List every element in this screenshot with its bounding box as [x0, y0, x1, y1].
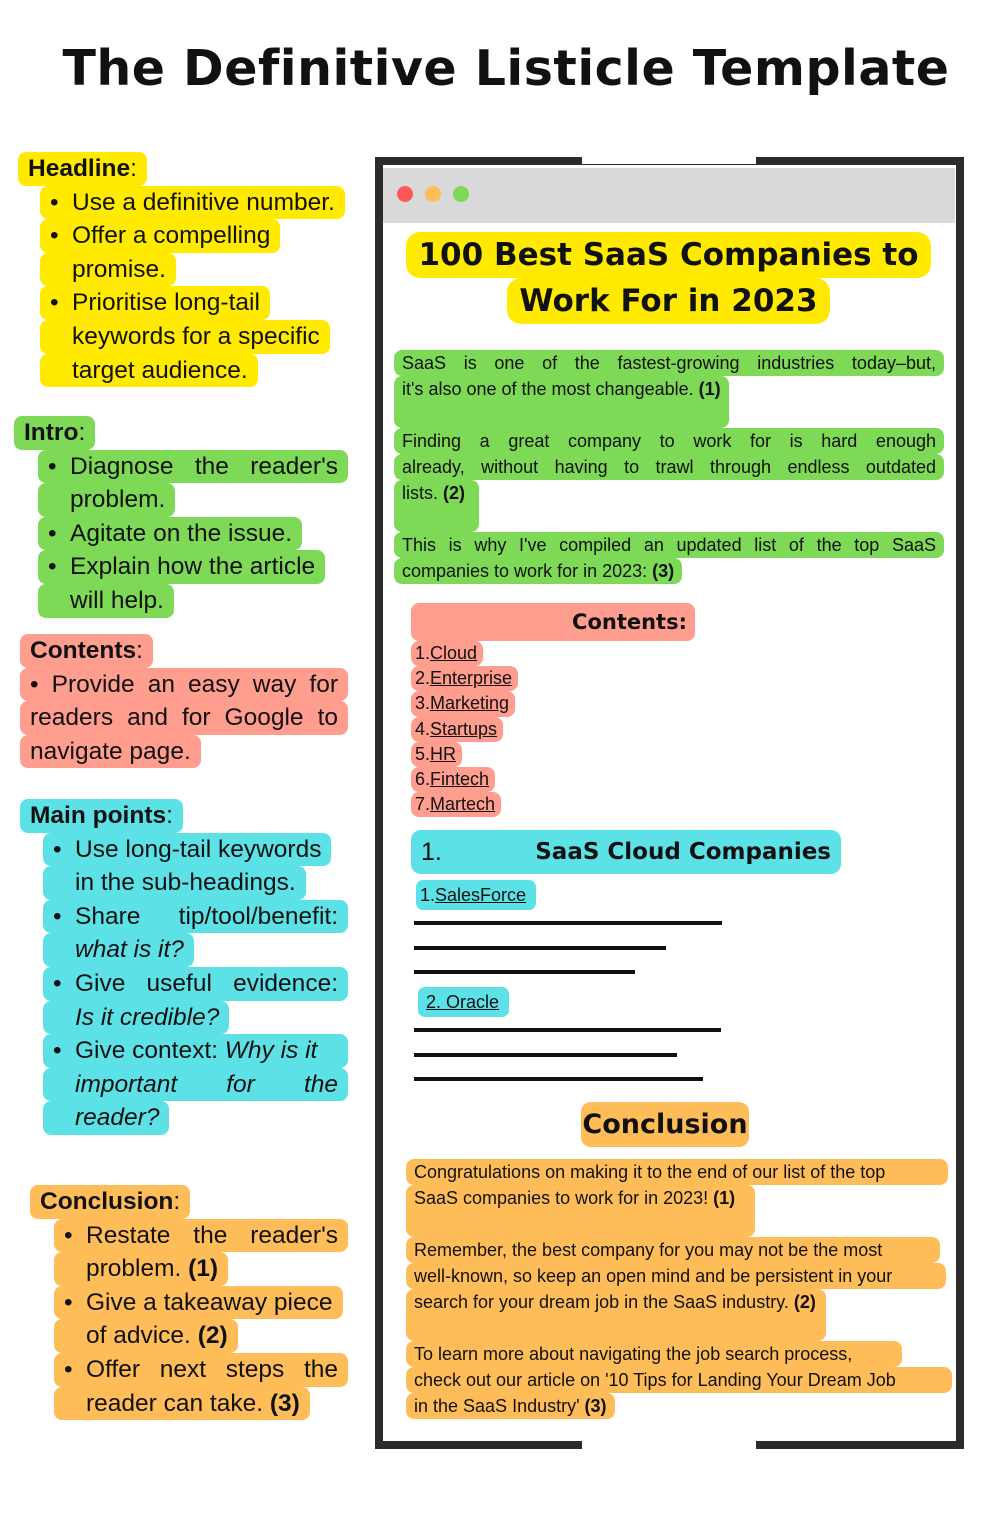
guide-line: problem. (1) — [54, 1252, 228, 1286]
conclusion-heading: Conclusion — [581, 1102, 749, 1147]
contents-label: Contents: — [20, 634, 153, 668]
conclusion-line: Remember, the best company for you may not be the most — [406, 1237, 940, 1263]
intro-line: it's also one of the most changeable. (1) — [394, 376, 729, 428]
article-intro — [394, 350, 944, 584]
guide-line: • Give a takeaway piece — [54, 1286, 343, 1320]
frame-gap — [582, 1438, 756, 1452]
guide-line: • Provide an easy way for — [20, 668, 348, 702]
guide-line: reader? — [43, 1101, 169, 1135]
toc-item[interactable]: 2.Enterprise — [411, 666, 518, 691]
guide-line: of advice. (2) — [54, 1319, 238, 1353]
guide-line: • Prioritise long-tail — [40, 286, 270, 320]
intro-line: SaaS is one of the fastest-growing industries today–but, — [394, 350, 944, 376]
guide-line: • Diagnose the reader's — [38, 450, 348, 484]
conclusion-line: in the SaaS Industry' (3) — [406, 1393, 615, 1419]
guide-line: • Share tip/tool/benefit: — [43, 900, 348, 934]
toc-item[interactable]: 5.HR — [411, 742, 462, 767]
placeholder-text-line — [414, 970, 635, 974]
conclusion-line: search for your dream job in the SaaS industry. (2) — [406, 1289, 826, 1341]
section-title: SaaS Cloud Companies — [535, 839, 831, 865]
guide-line: • Offer a compelling — [40, 219, 280, 253]
subheading-salesforce[interactable]: 1.SalesForce — [416, 880, 536, 910]
close-dot-icon — [397, 186, 413, 202]
guide-line: keywords for a specific — [40, 320, 330, 354]
article-title-line: 100 Best SaaS Companies to — [406, 232, 930, 278]
guide-line: • Use long-tail keywords — [43, 833, 331, 867]
intro-line: This is why I've compiled an updated list of the top SaaS — [394, 532, 944, 558]
conclusion-line: well-known, so keep an open mind and be persistent in your — [406, 1263, 946, 1289]
toc-item[interactable]: 4.Startups — [411, 717, 503, 742]
guide-line: important for the — [43, 1068, 348, 1102]
page-title: The Definitive Listicle Template — [62, 40, 950, 97]
guide-line: • Offer next steps the — [54, 1353, 348, 1387]
intro-label: Intro: — [14, 416, 95, 450]
intro-line: Finding a great company to work for is hard enough — [394, 428, 944, 454]
subheading-oracle[interactable]: 2. Oracle — [418, 987, 509, 1017]
frame-gap — [582, 154, 756, 164]
guide-line: problem. — [38, 483, 175, 517]
table-of-contents — [411, 603, 695, 817]
headline-label: Headline: — [18, 152, 147, 186]
placeholder-text-line — [414, 946, 666, 950]
conclusion-label: Conclusion: — [30, 1185, 190, 1219]
guide-line: • Use a definitive number. — [40, 186, 345, 220]
guide-line: • Agitate on the issue. — [38, 517, 302, 551]
main-points-guide — [20, 799, 348, 1135]
toc-item[interactable]: 6.Fintech — [411, 767, 495, 792]
intro-line: already, without having to trawl through endless outdated — [394, 454, 944, 480]
contents-heading: Contents: — [411, 603, 695, 641]
placeholder-text-line — [414, 1028, 721, 1032]
contents-guide — [20, 634, 348, 768]
guide-line: reader can take. (3) — [54, 1387, 310, 1421]
article-title — [420, 232, 917, 324]
conclusion-line: SaaS companies to work for in 2023! (1) — [406, 1185, 755, 1237]
guide-line: what is it? — [43, 933, 194, 967]
guide-line: • Restate the reader's — [54, 1219, 348, 1253]
headline-guide — [18, 152, 345, 387]
guide-line: Is it credible? — [43, 1001, 229, 1035]
article-title-line: Work For in 2023 — [507, 278, 829, 324]
minimize-dot-icon — [425, 186, 441, 202]
guide-line: in the sub-headings. — [43, 866, 306, 900]
conclusion-line: check out our article on '10 Tips for Landing Your Dream Job — [406, 1367, 952, 1393]
intro-line: companies to work for in 2023: (3) — [394, 558, 682, 584]
conclusion-line: To learn more about navigating the job search process, — [406, 1341, 902, 1367]
guide-line: will help. — [38, 584, 174, 618]
section-number: 1. — [421, 838, 442, 866]
intro-line: lists. (2) — [394, 480, 479, 532]
guide-line: promise. — [40, 253, 176, 287]
toc-item[interactable]: 7.Martech — [411, 792, 501, 817]
guide-line: readers and for Google to — [20, 701, 348, 735]
article-conclusion — [406, 1159, 952, 1419]
guide-line: target audience. — [40, 354, 258, 388]
maximize-dot-icon — [453, 186, 469, 202]
placeholder-text-line — [414, 921, 722, 925]
toc-item[interactable]: 1.Cloud — [411, 641, 483, 666]
guide-line: • Give useful evidence: — [43, 967, 348, 1001]
conclusion-line: Congratulations on making it to the end of our list of the top — [406, 1159, 948, 1185]
guide-line: • Explain how the article — [38, 550, 325, 584]
placeholder-text-line — [414, 1053, 677, 1057]
toc-item[interactable]: 3.Marketing — [411, 691, 515, 716]
guide-line: navigate page. — [20, 735, 201, 769]
main-points-label: Main points: — [20, 799, 183, 833]
intro-guide — [14, 416, 348, 618]
conclusion-guide — [30, 1185, 348, 1420]
guide-line: • Give context: Why is it — [43, 1034, 348, 1068]
placeholder-text-line — [414, 1077, 703, 1081]
section-heading — [411, 830, 841, 874]
